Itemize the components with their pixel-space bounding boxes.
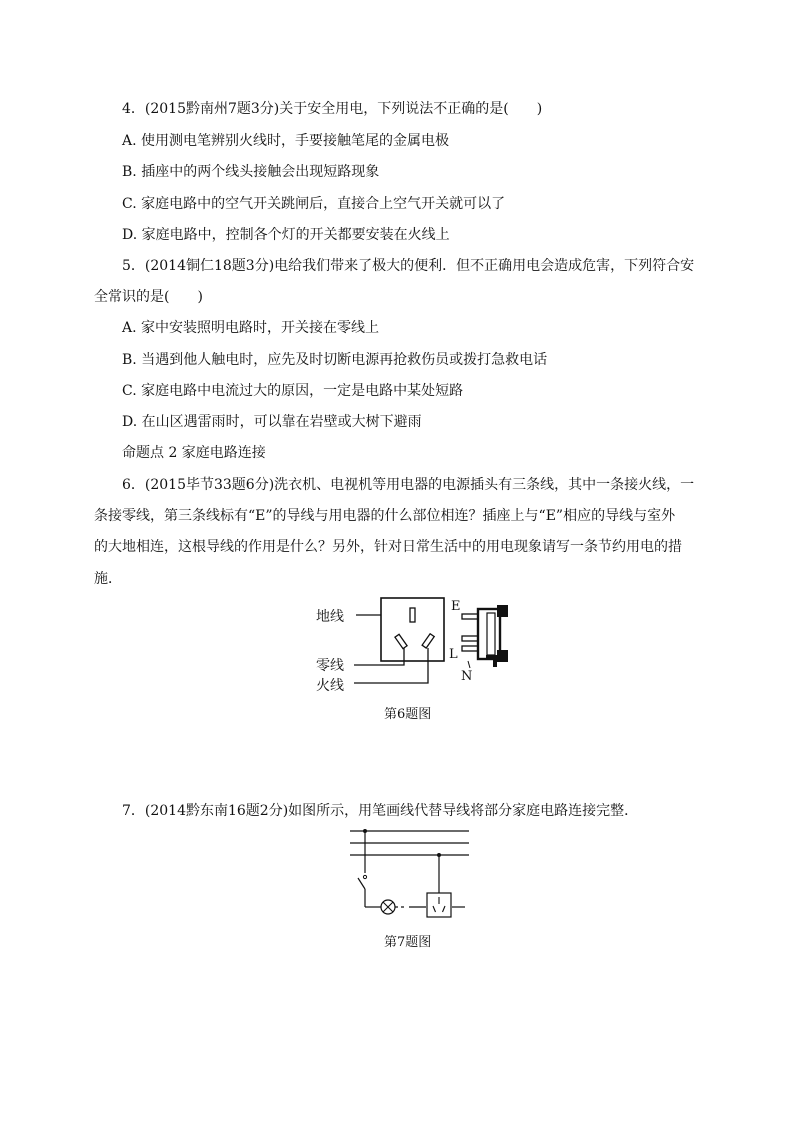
- q6-stem-line4: 施．: [94, 571, 122, 587]
- section-heading: 命题点 2 家庭电路连接: [122, 445, 266, 461]
- q5-option-c: C. 家庭电路中电流过大的原因，一定是电路中某处短路: [122, 383, 464, 399]
- neutral-wire: [354, 648, 404, 665]
- q4-option-b: B. 插座中的两个线头接触会出现短路现象: [122, 164, 380, 180]
- q6-stem-line2: 条接零线，第三条线标有“E”的导线与用电器的什么部位相连？插座上与“E”相应的导线与室外: [94, 508, 676, 524]
- switch-blade: [358, 878, 365, 889]
- socket-icon: [427, 893, 451, 917]
- q5-option-d: D. 在山区遇雷雨时，可以靠在岩壁或大树下避雨: [122, 414, 422, 430]
- q4-stem: 4．(2015黔南州7题3分)关于安全用电，下列说法不正确的是( ): [122, 101, 543, 117]
- q6-caption: 第6题图: [384, 707, 432, 722]
- q4-option-d: D. 家庭电路中，控制各个灯的开关都要安装在火线上: [122, 227, 450, 243]
- ground-label: 地线: [316, 609, 344, 625]
- live-slot: [422, 634, 434, 648]
- pin-l-label: L: [449, 647, 458, 662]
- q6-stem-line3: 的大地相连，这根导线的作用是什么？另外，针对日常生活中的用电现象请写一条节约用电的措: [94, 539, 682, 555]
- neutral-slot: [395, 634, 407, 648]
- q5-stem-line2: 全常识的是( ): [94, 289, 203, 305]
- q7-figure: [350, 829, 469, 917]
- plug: [462, 605, 508, 667]
- pin-e-label: E: [451, 599, 461, 614]
- q7-caption: 第7题图: [384, 935, 432, 950]
- q4-option-c: C. 家庭电路中的空气开关跳闸后，直接合上空气开关就可以了: [122, 196, 506, 212]
- q5-option-b: B. 当遇到他人触电时，应先及时切断电源再抢救伤员或拨打急救电话: [122, 352, 548, 368]
- live-label: 火线: [316, 678, 344, 694]
- switch-contact-top: [363, 875, 366, 878]
- q6-stem-line1: 6．(2015毕节33题6分)洗衣机、电视机等用电器的电源插头有三条线，其中一条接火线，一: [122, 477, 695, 493]
- pin-n-label: N: [461, 669, 473, 684]
- q7-stem: 7．(2014黔东南16题2分)如图所示，用笔画线代替导线将部分家庭电路连接完整．: [122, 803, 639, 819]
- q4-option-a: A. 使用测电笔辨别火线时，手要接触笔尾的金属电极: [122, 133, 450, 149]
- ground-slot: [410, 608, 415, 622]
- q5-stem-line1: 5．(2014铜仁18题3分)电给我们带来了极大的便利．但不正确用电会造成危害，下列符合安: [122, 258, 695, 274]
- q5-option-a: A. 家中安装照明电路时，开关接在零线上: [122, 320, 380, 336]
- neutral-label: 零线: [316, 658, 344, 674]
